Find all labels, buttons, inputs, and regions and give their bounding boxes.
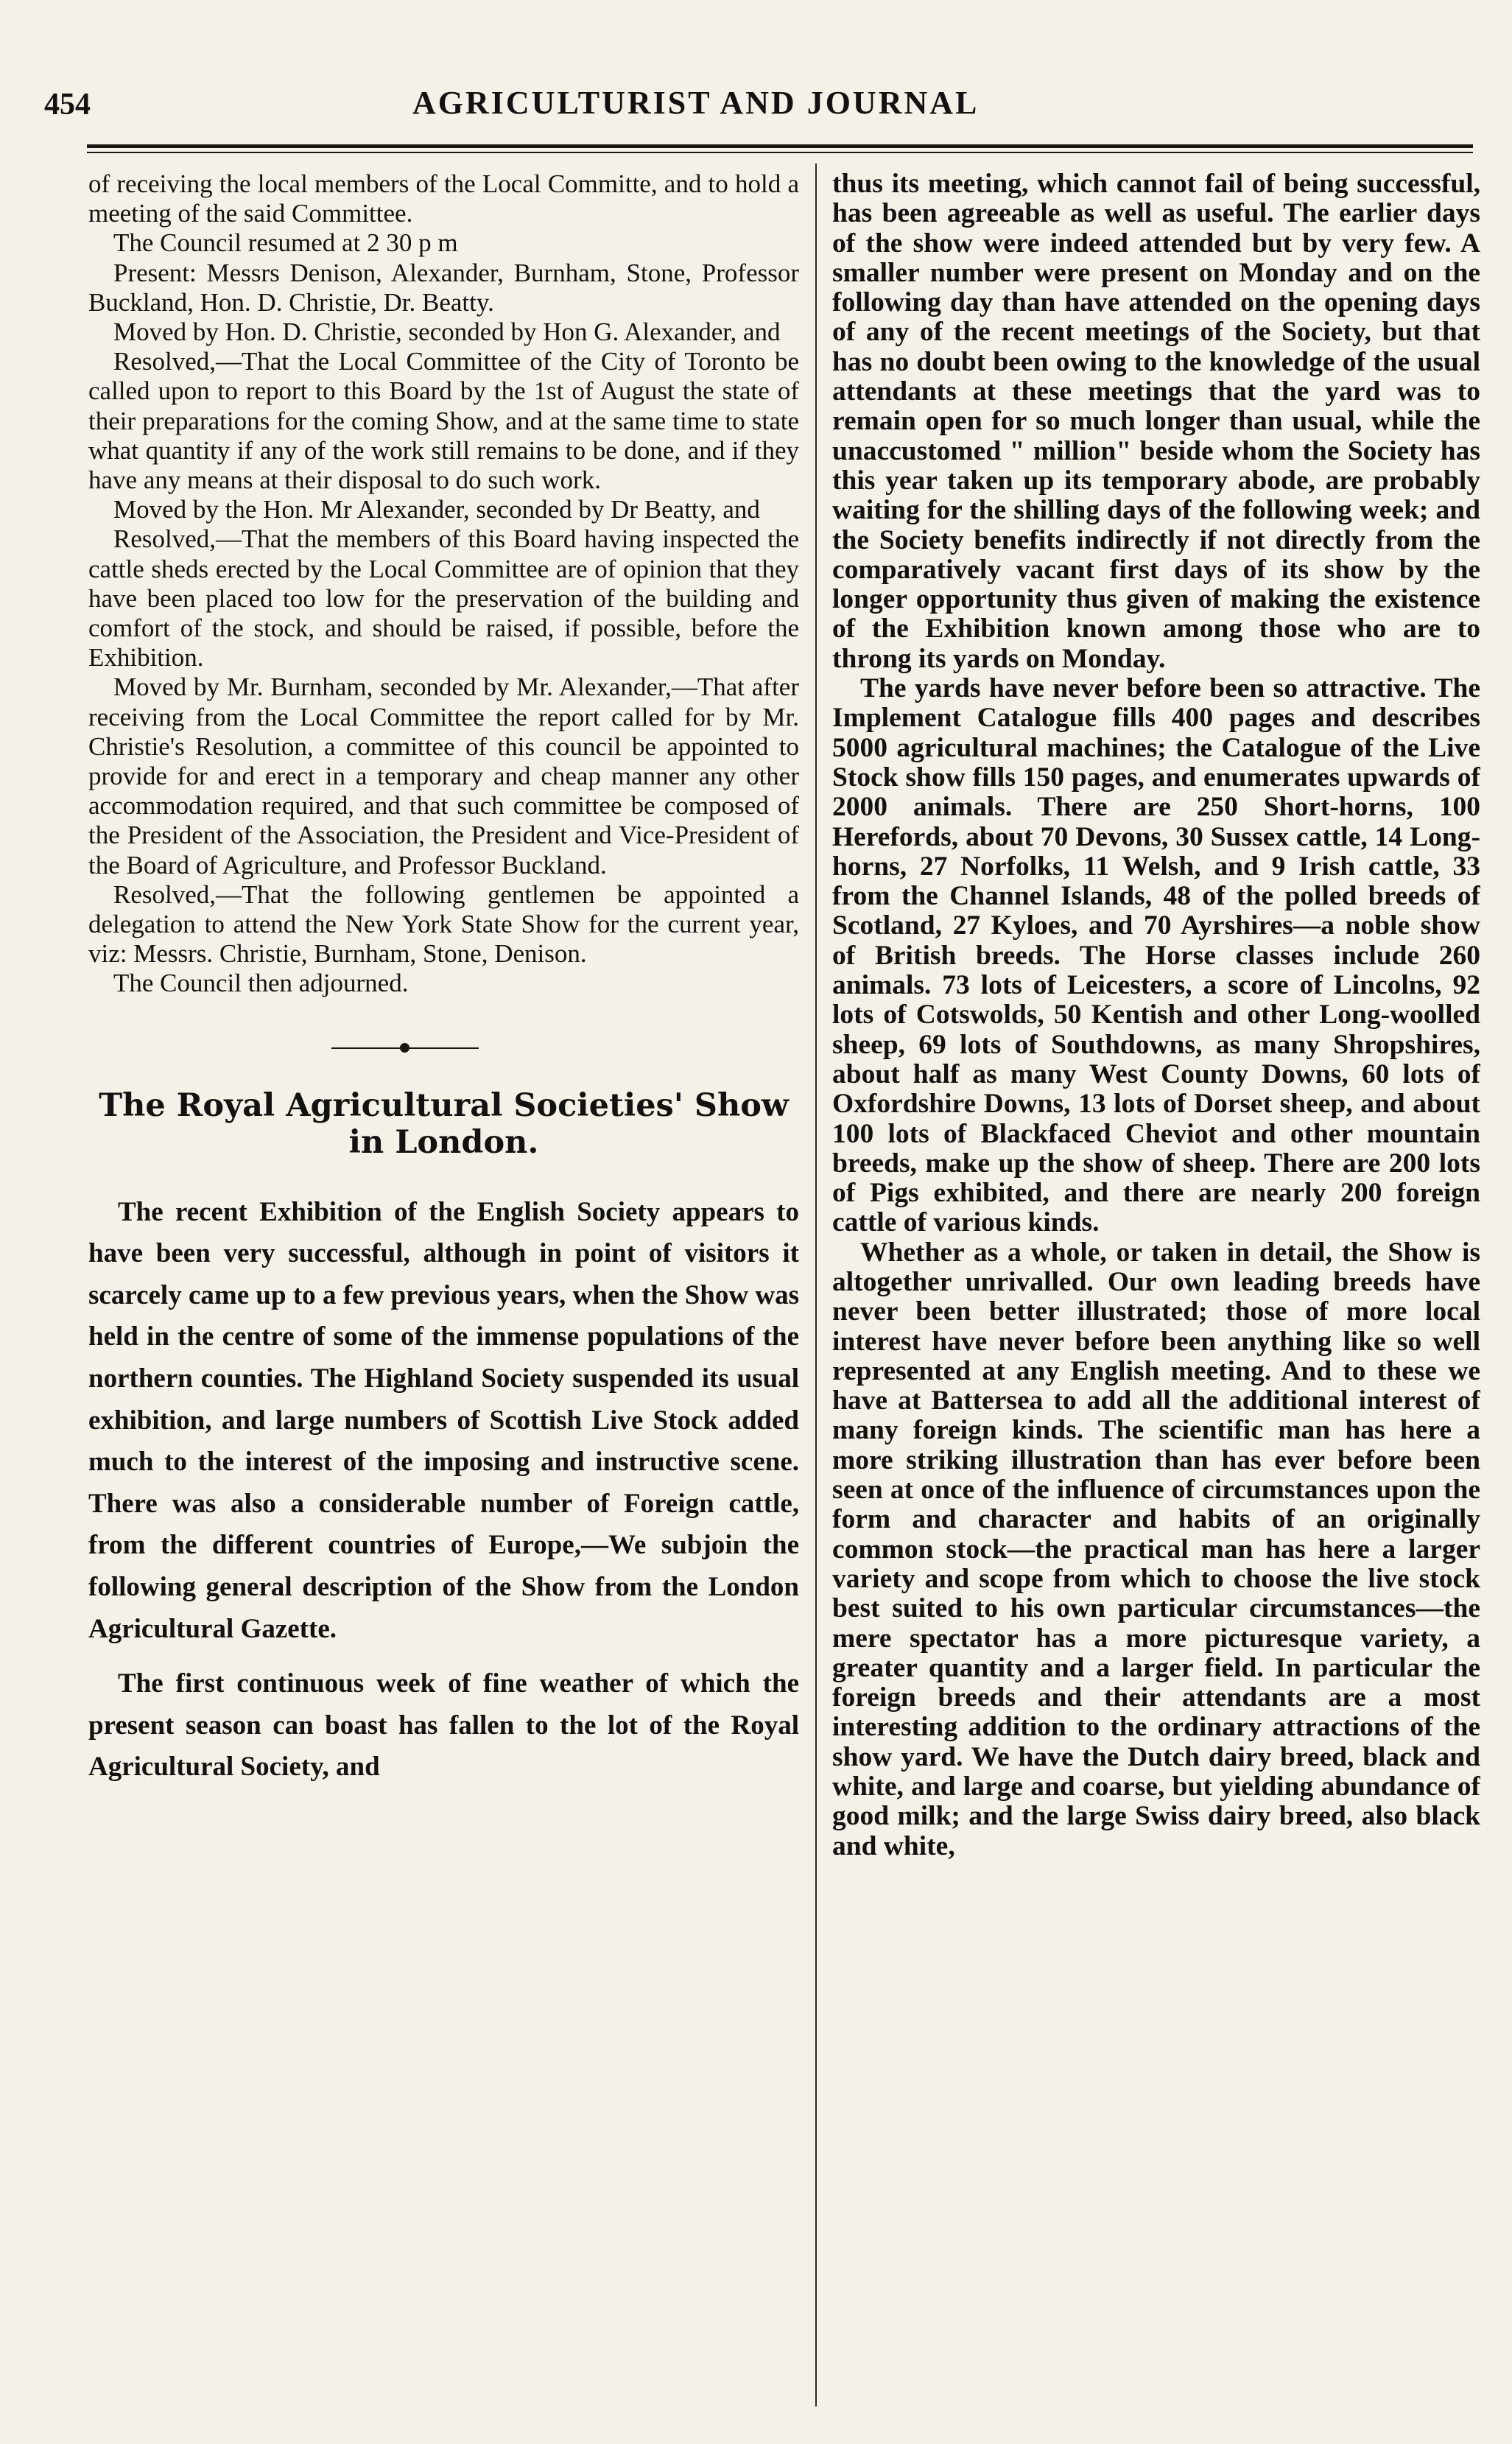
minutes-paragraph: Moved by Mr. Burnham, seconded by Mr. Alexander,—That after receiving from the Local Committee the report called for by Mr. Christie's Resolution, a committee of this council be appointed to provide for and erect in a temporary and cheap manner any other accommodation required, and that such committee be composed of the President of the Association, the President and Vice-President of the Board of Agriculture, and Professor Buckland.	[88, 673, 799, 879]
minutes-paragraph: Resolved,—That the following gentlemen be appointed a delegation to attend the New York State Show for the current year, viz: Messrs. Christie, Burnham, Stone, Denison.	[88, 879, 799, 969]
minutes-paragraph: Resolved,—That the members of this Board having inspected the cattle sheds erected by the Local Committee are of opinion that they have been placed too low for the preservation of the building and comfort of the stock, and should be raised, if possible, before the Exhibition.	[88, 524, 799, 673]
header-rule-thin	[87, 152, 1473, 153]
minutes-paragraph: The Council then adjourned.	[113, 969, 409, 998]
article-paragraph: The recent Exhibition of the English Society appears to have been very successful, although in point of visitors it scarcely came up to a few previous years, when the Show was held in the centre of some of the immense populations of the northern counties. The Highland Society suspended its usual exhibition, and large numbers of Scottish Live Stock added much to the interest of the imposing and instructive scene. There was also a considerable number of Foreign cattle, from the different countries of Europe,—We subjoin the following general description of the Show from the London Agricultural Gazette.	[88, 1196, 799, 1644]
running-head: AGRICULTURIST AND JOURNAL	[412, 85, 980, 121]
minutes-paragraph: The Council resumed at 2 30 p m	[113, 228, 458, 258]
minutes-paragraph: Moved by Hon. D. Christie, seconded by Hon G. Alexander, and	[113, 317, 781, 347]
section-ornament	[88, 1025, 799, 1070]
article-body	[88, 1192, 799, 1788]
ornament-dot	[400, 1043, 409, 1053]
article-title: The Royal Agricultural Societies' Show in London.	[99, 1086, 789, 1161]
minutes-paragraph: Present: Messrs Denison, Alexander, Burnham, Stone, Professor Buckland, Hon. D. Christie, Dr. Beatty.	[88, 258, 799, 317]
right-column	[832, 169, 1480, 2409]
left-column	[88, 169, 799, 2409]
article-paragraph: The yards have never before been so attractive. The Implement Catalogue fills 400 pages and describes 5000 agricultural machines; the Catalogue of the Live Stock show fills 150 pages, and enumerates upwards of 2000 animals. There are 250 Short-horns, 100 Herefords, about 70 Devons, 30 Sussex cattle, 14 Long-horns, 27 Norfolks, 11 Welsh, and 9 Irish cattle, 33 from the Channel Islands, 48 of the polled breeds of Scotland, 27 Kyloes, and 70 Ayrshires—a noble show of British breeds. The Horse classes include 260 animals. 73 lots of Leicesters, a score of Lincolns, 92 lots of Cotswolds, 50 Kentish and other Long-woolled sheep, 69 lots of Southdowns, as many Shropshires, about half as many West County Downs, 60 lots of Oxfordshire Downs, 13 lots of Dorset sheep, and about 100 lots of Blackfaced Cheviot and other mountain breeds, make up the show of sheep. There are 200 lots of Pigs exhibited, and there are nearly 200 foreign cattle of various kinds.	[832, 673, 1480, 1238]
minutes-paragraph: Moved by the Hon. Mr Alexander, seconded by Dr Beatty, and	[113, 495, 760, 524]
minutes-paragraph: of receiving the local members of the Local Committe, and to hold a meeting of the said Committee.	[88, 169, 799, 228]
article-paragraph: The first continuous week of fine weather of which the present season can boast has fallen to the lot of the Royal Agricultural Society, and	[88, 1668, 799, 1783]
header-rule-thick	[87, 144, 1473, 148]
council-minutes	[88, 169, 799, 999]
page-number: 454	[44, 88, 91, 122]
minutes-paragraph: Resolved,—That the Local Committee of the City of Toronto be called upon to report to this Board by the 1st of August the state of their preparations for the coming Show, and at the same time to state what quantity if any of the work still remains to be done, and if they have any means at their disposal to do such work.	[88, 347, 799, 495]
article-paragraph: Whether as a whole, or taken in detail, the Show is altogether unrivalled. Our own leading breeds have never been better illustrated; those of more local interest have never before been anything like so well represented at any English meeting. And to these we have at Battersea to add all the additional interest of many foreign kinds. The scientific man has here a more striking illustration than has ever before been seen at once of the influence of circumstances upon the form and character and habits of an originally common stock—the practical man has here a larger variety and scope from which to choose the live stock best suited to his own particular circumstances—the mere spectator has a more picturesque variety, a greater quantity and a larger field. In particular the foreign breeds and their attendants are a most interesting addition to the ordinary attractions of the show yard. We have the Dutch dairy breed, black and white, and large and coarse, but yielding abundance of good milk; and the large Swiss dairy breed, also black and white,	[832, 1237, 1480, 1861]
article-paragraph: thus its meeting, which cannot fail of being successful, has been agreeable as well as useful. The earlier days of the show were indeed attended but by very few. A smaller number were present on Monday and on the following day than have attended on the opening days of any of the recent meetings of the Society, but that has no doubt been owing to the knowledge of the usual attendants at these meetings that the yard was to remain open for so much longer than usual, while the unaccustomed " million" beside whom the Society has this year taken up its temporary abode, are probably waiting for the shilling days of the following week; and the Society benefits indirectly if not directly from the comparatively vacant first days of its show by the longer opportunity thus given of making the existence of the Exhibition known among those who are to throng its yards on Monday.	[832, 169, 1480, 674]
column-divider	[815, 164, 817, 2406]
